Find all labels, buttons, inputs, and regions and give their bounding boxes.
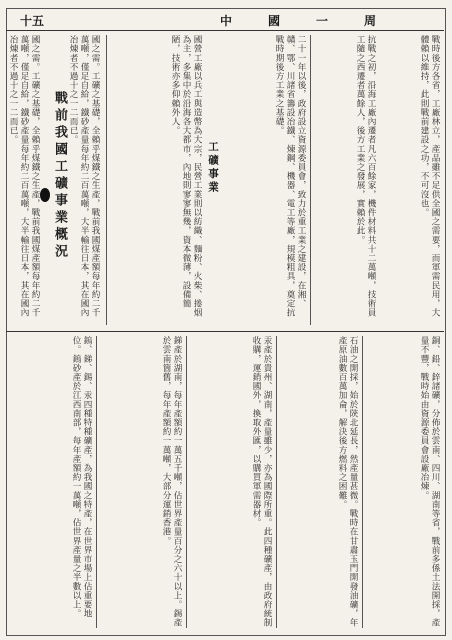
page-number: 十五 (20, 14, 45, 28)
text-column: 國之需。工礦之基礎，全賴乎煤鐵之生產，戰前我國煤產額每年約二千萬噸，僅足自給，鐵砂產量每年約二百萬噸，大半輸往日本，其在國內冶煉者不過十之一二而已。 (68, 35, 100, 318)
section-subhead: 工礦事業 (207, 141, 219, 195)
text-column: 國營工廠以兵工與造幣為大宗，民營工業則以紡織、麵粉、火柴、捲烟為主，多集中於沿海各大都市，內地則寥寥無幾，資本微薄，設備簡陋，技術亦多仰賴外人。 (170, 35, 202, 318)
text-column: 石油之開採，始於陝北延長，然產量甚微。戰時在甘肅玉門開發油礦，年產原油數百萬加侖，解決後方燃料之困難。 (337, 336, 358, 628)
column-divider (96, 336, 97, 628)
text-column: 抗戰之初，沿海工廠內遷者凡六百餘家，機件材料共十二萬噸，技術員工隨之西遷者萬餘人，後方工業之發展，實賴於此。 (355, 35, 376, 318)
text-column: 戰時後方各省，工廠林立，產品雖不足供全國之需要，而軍需民用，大體賴以維持，此則戰前建設之功，不可沒也。 (419, 35, 440, 318)
text-column: 銅、鉛、鋅諸礦，分佈於雲南、四川、湖南等省，戰前多係土法開採，產量不豐，戰時始由資源委員會設廠冶煉。 (419, 336, 440, 628)
column-divider (276, 336, 277, 628)
article-title: 戰前我國工礦事業概況 (52, 91, 67, 261)
column-divider (362, 336, 363, 628)
bottom-section (6, 332, 444, 634)
ink-blot (40, 188, 50, 202)
text-column: 汞產於貴州、湖南，產量雖少，亦為國際所重。此四種礦產，由政府統制收購，運銷國外，換取外匯，以購買軍需器材。 (251, 336, 272, 628)
journal-title: 中國一周 (219, 14, 412, 28)
page-header (6, 8, 444, 31)
text-column: 鎢、銻、錫、汞四種特種礦產，為我國之特產，在世界市場上佔重要地位。鎢砂產於江西南部，每年產額約一萬噸，佔世界產量之半數以上。 (71, 336, 92, 619)
column-divider (186, 336, 187, 628)
text-column: 國之需。工礦之基礎，全賴乎煤鐵之生產，戰前我國煤產額每年約二千萬噸，僅足自給，鐵砂產量每年約二百萬噸，大半輸往日本，其在國內冶煉者不過十之一二而已。 (8, 35, 40, 318)
column-divider (310, 35, 311, 325)
column-divider (106, 35, 107, 325)
text-column: 二十一年以後，政府設立資源委員會，致力於重工業之建設，在湘、贛、鄂、川諸省籌設冶鐵、煉鋼、機器、電工等廠，規模粗具，奠定抗戰時期後方工業之基礎。 (274, 35, 306, 318)
text-column: 銻產於湖南，每年產額約一萬五千噸，佔世界產量百分之六十以上。錫產於雲南箇舊，每年產額約一萬噸，大部分運銷香港。 (161, 336, 182, 628)
top-section (6, 31, 444, 332)
